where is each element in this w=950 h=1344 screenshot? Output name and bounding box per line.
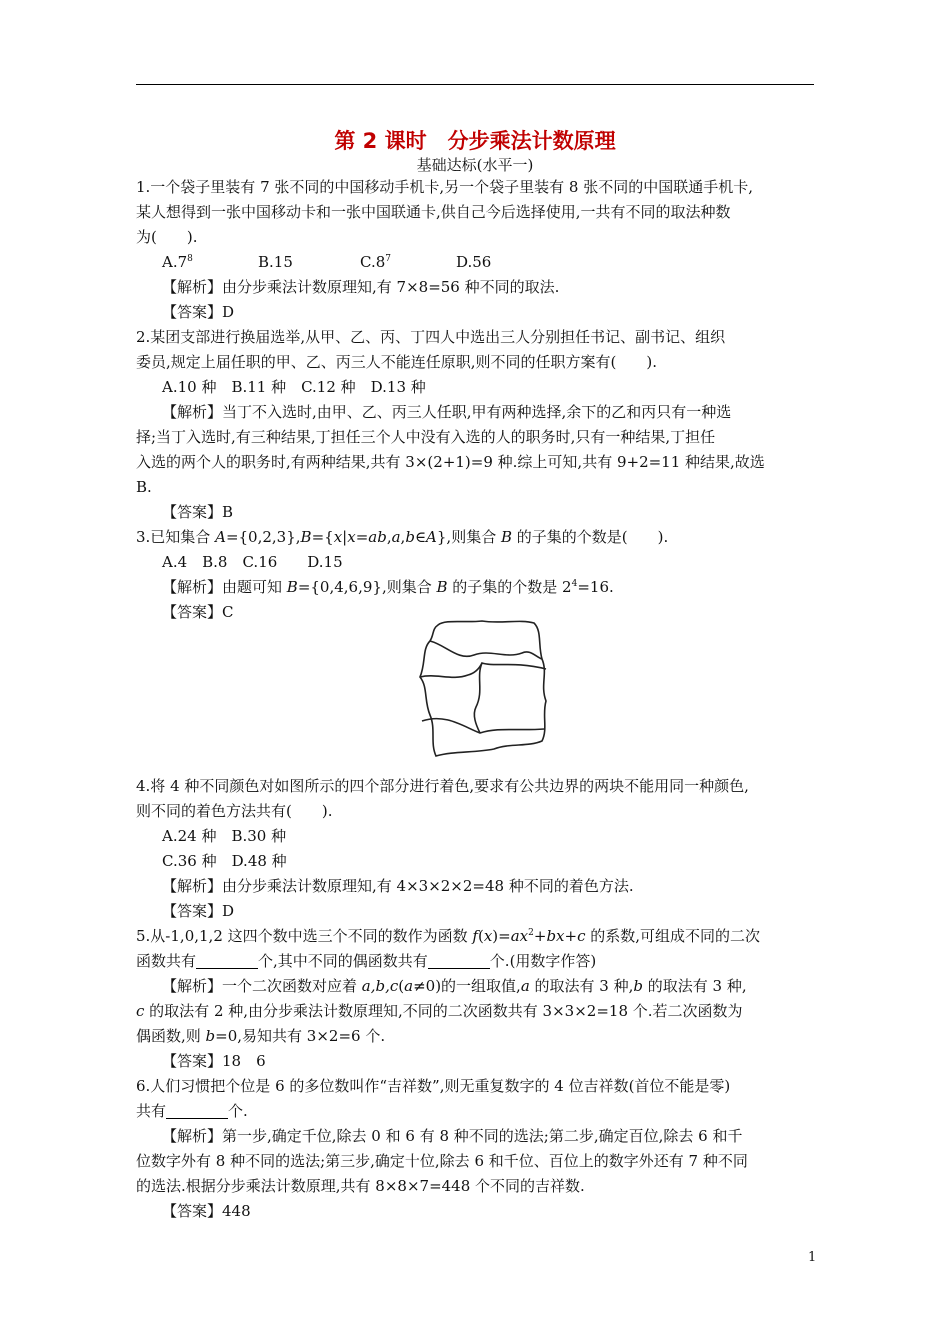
q4-options-cd: C.36 种 D.48 种	[162, 852, 287, 870]
q6-analysis-1: 【解析】第一步,确定千位,除去 0 和 6 有 8 种不同的选法;第二步,确定百位,除去 6 和千	[162, 1127, 743, 1145]
q4-line2: 则不同的着色方法共有( ).	[136, 802, 333, 820]
q2-line1: 2.某团支部进行换届选举,从甲、乙、丙、丁四人中选出三人分别担任书记、副书记、组织	[136, 328, 726, 346]
q4-answer: 【答案】D	[162, 902, 235, 920]
q4-analysis: 【解析】由分步乘法计数原理知,有 4×3×2×2=48 种不同的着色方法.	[162, 877, 634, 895]
page-number: 1	[808, 1250, 817, 1265]
q5-answer: 【答案】18 6	[162, 1052, 266, 1070]
q5-blank-2	[428, 953, 490, 969]
q1-option-c: $C.8^7$	[360, 253, 391, 271]
figure-border-lower	[422, 719, 544, 733]
q3-options: A.4 B.8 C.16 D.15	[162, 553, 343, 571]
figure-border-upper	[430, 641, 542, 659]
page-subtitle: 基础达标(水平一)	[416, 156, 534, 174]
q1-line3: 为( ).	[136, 228, 198, 246]
figure-border-vertical	[474, 663, 482, 733]
q6-line2: 共有 个.	[136, 1102, 248, 1120]
q1-option-a: $A.7^8$	[162, 253, 193, 271]
q1-options	[162, 252, 491, 272]
q1-analysis: 【解析】由分步乘法计数原理知,有 7×8=56 种不同的取法.	[162, 278, 560, 296]
q1-line1: 1.一个袋子里装有 7 张不同的中国移动手机卡,另一个袋子里装有 8 张不同的中国联通手机卡,	[136, 178, 754, 196]
q2-analysis-4: B.	[136, 478, 152, 496]
four-region-map-figure	[410, 615, 560, 760]
q5-line1: 5.从-1,0,1,2 这四个数中选三个不同的数作为函数 $f(x)=ax^2+bx+c$ 的系数,可组成不同的二次	[136, 927, 761, 945]
q1-option-d: D.56	[456, 253, 492, 271]
q1-option-b: B.15	[258, 253, 293, 271]
header-rule	[136, 84, 814, 85]
q6-analysis-2: 位数字外有 8 种不同的选法;第三步,确定十位,除去 6 和千位、百位上的数字外还有 7 种不同	[136, 1152, 748, 1170]
q5-analysis-3: 偶函数,则 b=0,易知共有 3×2=6 个.	[136, 1027, 386, 1045]
q6-blank	[166, 1103, 228, 1119]
q4-options-ab: A.24 种 B.30 种	[162, 827, 287, 845]
q2-analysis-1: 【解析】当丁不入选时,由甲、乙、丙三人任职,甲有两种选择,余下的乙和丙只有一种选	[162, 403, 732, 421]
q2-analysis-3: 入选的两个人的职务时,有两种结果,共有 3×(2+1)=9 种.综上可知,共有 9+2=11 种结果,故选	[136, 453, 765, 471]
q3-analysis: 【解析】由题可知 B={0,4,6,9},则集合 B 的子集的个数是 $2^4=16$.	[162, 578, 614, 596]
q5-analysis-2: c 的取法有 2 种,由分步乘法计数原理知,不同的二次函数共有 3×3×2=18 个.若二次函数为	[136, 1002, 743, 1020]
q3-answer: 【答案】C	[162, 603, 234, 621]
q2-line2: 委员,规定上届任职的甲、乙、丙三人不能连任原职,则不同的任职方案有( ).	[136, 353, 658, 371]
figure-border-middle	[420, 663, 546, 677]
q6-analysis-3: 的选法.根据分步乘法计数原理,共有 8×8×7=448 个不同的吉祥数.	[136, 1177, 585, 1195]
q3-line1: 3.已知集合 A={0,2,3},B={x|x=ab,a,b∈A},则集合 B 的子集的个数是( ).	[136, 528, 669, 546]
q5-blank-1	[196, 953, 258, 969]
q5-analysis-1: 【解析】一个二次函数对应着 a,b,c(a≠0)的一组取值,a 的取法有 3 种,b 的取法有 3 种,	[162, 977, 747, 995]
q5-line2: 函数共有 个,其中不同的偶函数共有 个.(用数字作答)	[136, 952, 597, 970]
q2-analysis-2: 择;当丁入选时,有三种结果,丁担任三个人中没有入选的人的职务时,只有一种结果,丁担任	[136, 428, 716, 446]
figure-outline	[420, 621, 546, 756]
q2-options: A.10 种 B.11 种 C.12 种 D.13 种	[162, 378, 426, 396]
q1-line2: 某人想得到一张中国移动卡和一张中国联通卡,供自己今后选择使用,一共有不同的取法种数	[136, 203, 731, 221]
q6-answer: 【答案】448	[162, 1202, 251, 1220]
q2-answer: 【答案】B	[162, 503, 234, 521]
q6-line1: 6.人们习惯把个位是 6 的多位数叫作“吉祥数”,则无重复数字的 4 位吉祥数(首位不能是零)	[136, 1077, 731, 1095]
page-title: 第 2 课时 分步乘法计数原理	[334, 129, 616, 153]
q4-line1: 4.将 4 种不同颜色对如图所示的四个部分进行着色,要求有公共边界的两块不能用同一种颜色,	[136, 777, 749, 795]
q1-answer: 【答案】D	[162, 303, 235, 321]
